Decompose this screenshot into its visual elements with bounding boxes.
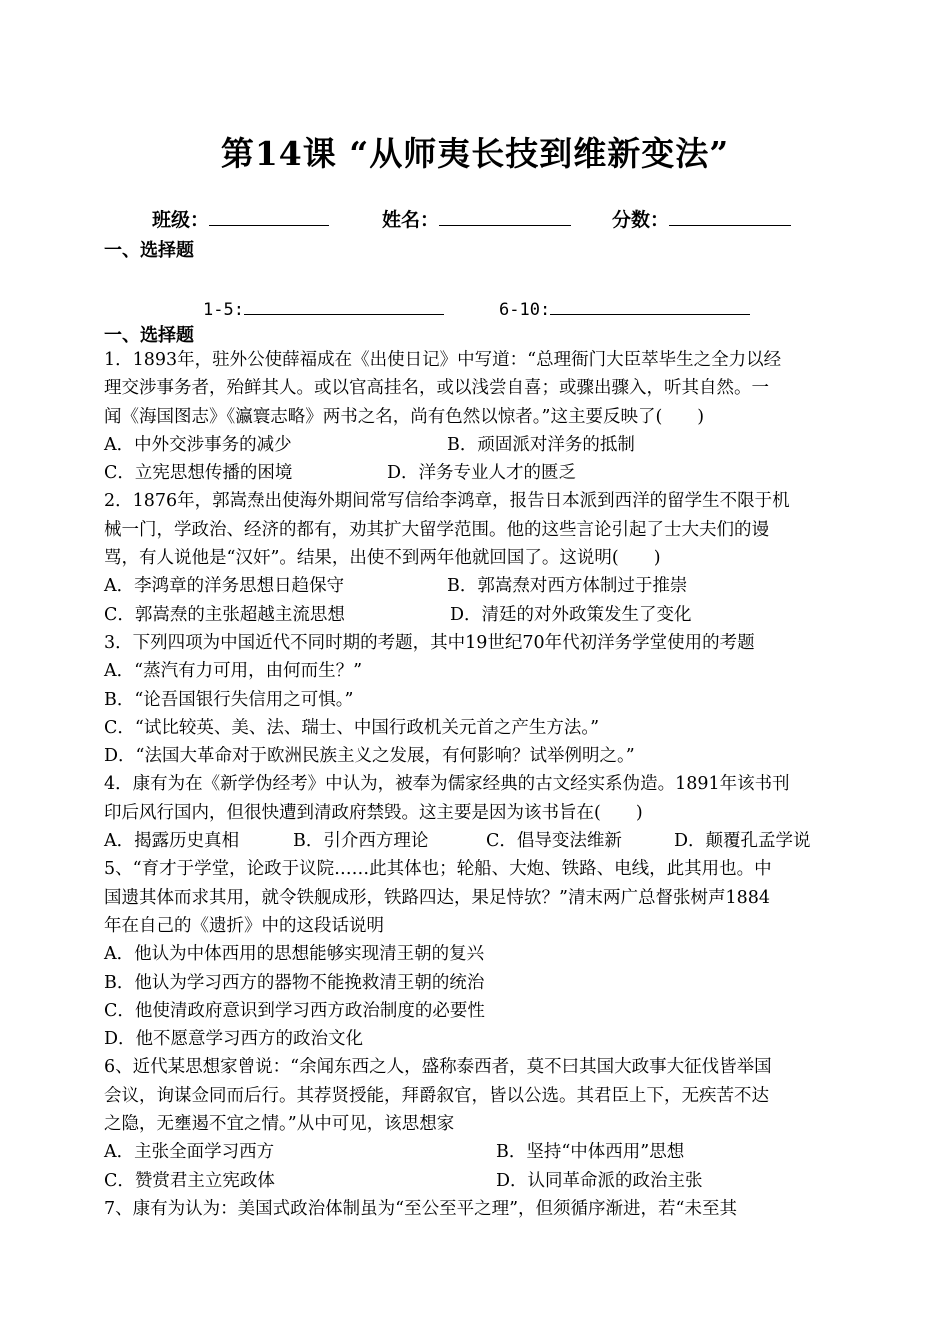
option-a[interactable]: A．李鸿章的洋务思想日趋保守 xyxy=(104,576,345,597)
question-line: 闻《海国图志》《瀛寰志略》两书之名，尚有色然以惊者。”这主要反映了( ) xyxy=(104,406,705,427)
name-blank[interactable] xyxy=(439,205,571,226)
option-b[interactable]: B．郭嵩焘对西方体制过于推崇 xyxy=(447,576,688,597)
answer-blank-1-5[interactable] xyxy=(244,294,444,315)
question-1-options-row-2 xyxy=(104,459,849,487)
question-6-options-row-2 xyxy=(104,1167,849,1195)
question-line: 4．康有为在《新学伪经考》中认为，被奉为儒家经典的古文经实系伪造。1891年该书刊 xyxy=(104,774,790,795)
option-a[interactable]: A．他认为中体西用的思想能够实现清王朝的复兴 xyxy=(104,944,485,965)
question-1-stem xyxy=(104,346,849,431)
option-d[interactable]: D．认同革命派的政治主张 xyxy=(496,1170,703,1191)
option-d[interactable]: D．颠覆孔孟学说 xyxy=(674,831,811,852)
option-b[interactable]: B．坚持“中体西用”思想 xyxy=(496,1142,685,1163)
question-2-options-row-1 xyxy=(104,572,849,600)
option-c[interactable]: C．赞赏君主立宪政体 xyxy=(104,1170,275,1191)
option-c[interactable]: C．郭嵩焘的主张超越主流思想 xyxy=(104,604,345,625)
answer-field-1-5 xyxy=(203,294,444,320)
question-1-options-row-1 xyxy=(104,431,849,459)
question-line: 理交涉事务者，殆鲜其人。或以官高挂名，或以浅尝自喜；或骤出骤入，听其自然。一 xyxy=(104,378,769,399)
option-d[interactable]: D．他不愿意学习西方的政治文化 xyxy=(104,1029,364,1050)
option-a[interactable]: A．“蒸汽有力可用，由何而生？” xyxy=(104,661,363,682)
question-line: 国遗其体而求其用，就令铁舰成形，铁路四达，果足恃欤？”清末两广总督张树声1884 xyxy=(104,887,770,908)
question-line: 会议，询谋佥同而后行。其荐贤授能，拜爵叙官，皆以公选。其君臣上下，无疾苦不达 xyxy=(104,1085,769,1106)
option-c[interactable]: C．倡导变法维新 xyxy=(486,831,622,852)
option-a[interactable]: A．主张全面学习西方 xyxy=(104,1142,275,1163)
question-2-options-row-2 xyxy=(104,601,849,629)
option-d[interactable]: D．洋务专业人才的匮乏 xyxy=(387,463,577,484)
class-blank[interactable] xyxy=(209,205,329,226)
score-blank[interactable] xyxy=(669,205,791,226)
option-c[interactable]: C．立宪思想传播的困境 xyxy=(104,463,293,484)
option-b[interactable]: B．引介西方理论 xyxy=(293,831,429,852)
name-field xyxy=(382,205,571,232)
question-line: 7、康有为认为：美国式政治体制虽为“至公至平之理”，但须循序渐进，若“未至其 xyxy=(104,1198,737,1219)
option-c[interactable]: C．“试比较英、美、法、瑞士、中国行政机关元首之产生方法。” xyxy=(104,717,600,738)
question-line: 2．1876年，郭嵩焘出使海外期间常写信给李鸿章，报告日本派到西洋的留学生不限于机 xyxy=(104,491,790,512)
question-2-stem xyxy=(104,487,849,572)
question-line: 械一门，学政治、经济的都有，劝其扩大留学范围。他的这些言论引起了士大夫们的谩 xyxy=(104,519,769,540)
question-line: 年在自己的《遗折》中的这段话说明 xyxy=(104,915,384,936)
option-c[interactable]: C．他使清政府意识到学习西方政治制度的必要性 xyxy=(104,1000,485,1021)
option-b[interactable]: B．“论吾国银行失信用之可惧。” xyxy=(104,689,354,710)
question-6-options-row-1 xyxy=(104,1138,849,1166)
option-b[interactable]: B．顽固派对洋务的抵制 xyxy=(447,434,635,455)
section-heading-1: 一、选择题 xyxy=(104,240,194,261)
option-d[interactable]: D．“法国大革命对于欧洲民族主义之发展，有何影响？试举例明之。” xyxy=(104,746,635,767)
question-7-stem xyxy=(104,1195,849,1223)
question-line: 6、近代某思想家曾说：“余闻东西之人，盛称泰西者，莫不曰其国大政事大征伐皆举国 xyxy=(104,1057,772,1078)
question-line: 1．1893年，驻外公使薛福成在《出使日记》中写道：“总理衙门大臣萃毕生之全力以经 xyxy=(104,350,782,370)
option-a[interactable]: A．中外交涉事务的减少 xyxy=(104,434,292,455)
answer-label-6-10: 6-10: xyxy=(499,300,551,320)
question-6-stem xyxy=(104,1053,849,1138)
option-d[interactable]: D．清廷的对外政策发生了变化 xyxy=(450,604,692,625)
question-list xyxy=(104,346,849,1223)
class-field xyxy=(152,205,329,232)
option-a[interactable]: A．揭露历史真相 xyxy=(104,831,240,852)
question-line: 印后风行国内，但很快遭到清政府禁毁。这主要是因为该书旨在( ) xyxy=(104,802,643,823)
question-3-stem xyxy=(104,629,849,657)
lesson-title: 第14课 “从师夷长技到维新变法” xyxy=(220,134,730,173)
question-line: 5、“育才于学堂，论政于议院……此其体也；轮船、大炮、铁路、电线，此其用也。中 xyxy=(104,859,772,880)
question-4-options-row xyxy=(104,827,849,855)
score-field xyxy=(612,205,791,232)
section-heading-2: 一、选择题 xyxy=(104,325,194,346)
score-label: 分数： xyxy=(612,209,670,231)
question-5-stem xyxy=(104,855,849,940)
answer-blank-6-10[interactable] xyxy=(550,294,750,315)
question-4-stem xyxy=(104,770,849,827)
class-label: 班级： xyxy=(152,209,210,231)
question-line: 骂，有人说他是“汉奸”。结果，出使不到两年他就回国了。这说明( ) xyxy=(104,548,661,569)
option-b[interactable]: B．他认为学习西方的器物不能挽救清王朝的统治 xyxy=(104,972,485,993)
question-line: 3．下列四项为中国近代不同时期的考题，其中19世纪70年代初洋务学堂使用的考题 xyxy=(104,632,755,653)
question-line: 之隐，无壅遏不宜之情。”从中可见，该思想家 xyxy=(104,1114,455,1135)
name-label: 姓名： xyxy=(382,209,440,231)
answer-field-6-10 xyxy=(499,294,750,320)
answer-label-1-5: 1-5: xyxy=(203,300,244,320)
